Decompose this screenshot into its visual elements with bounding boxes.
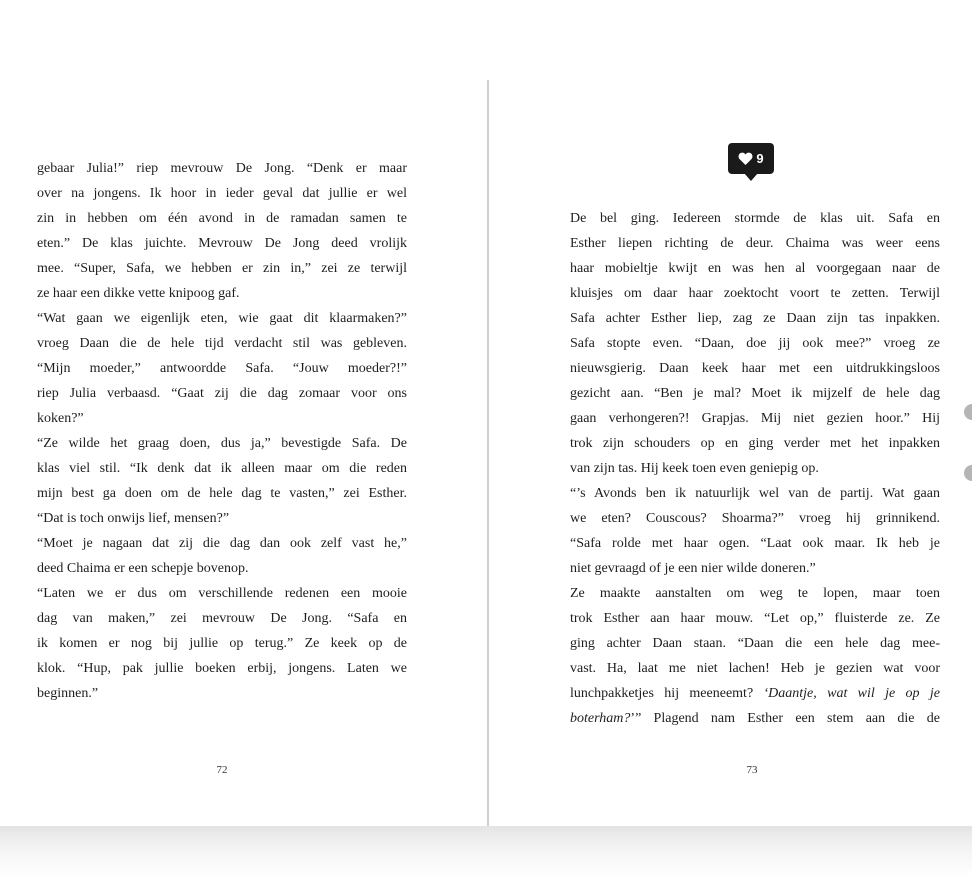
text-line: klok. “Hup, pak jullie boeken erbij, jongens. Laten we [37,661,407,676]
text-line: riep Julia verbaasd. “Gaat zij die dag zomaar voor ons [37,386,407,401]
page-number-right: 73 [746,764,758,776]
text-line: vroeg Daan die de hele tijd verdacht stil was gebleven. [37,336,407,351]
right-page-text [570,206,940,731]
text-line: Safa stopte even. “Daan, doe jij ook mee?” vroeg ze [570,336,940,351]
text-line: Safa achter Esther liep, zag ze Daan zijn tas inpakken. [570,311,940,326]
left-page-text [37,156,407,706]
text-line: dag van maken,” zei mevrouw De Jong. “Safa en [37,611,407,626]
text-line: ik komen er nog bij jullie op terug.” Ze keek op de [37,636,407,651]
text-line: “Laten we er dus om verschillende redenen een mooie [37,586,407,601]
text-line: ze haar een dikke vette knipoog gaf. [37,286,240,301]
text-line: beginnen.” [37,686,99,701]
text-line: gebaar Julia!” riep mevrouw De Jong. “Denk er maar [37,161,407,176]
page-number-left: 72 [216,764,228,776]
text-line: lunchpakketjes hij meeneemt? ‘Daantje, wat wil je op je [570,686,940,701]
like-badge[interactable] [728,143,774,174]
text-line: “Wat gaan we eigenlijk eten, wie gaat dit klaarmaken?” [37,311,407,326]
text-line: “Safa rolde met haar ogen. “Laat ook maar. Ik heb je [570,536,940,551]
text-line: we eten? Couscous? Shoarma?” vroeg hij grinnikend. [570,511,940,526]
text-line: zin in hebben om één avond in de ramadan samen te [37,211,407,226]
text-line: eten.” De klas juichte. Mevrouw De Jong deed vrolijk [37,236,407,251]
text-line: kluisjes om daar haar zoektocht voort te zetten. Terwijl [570,286,940,301]
text-line: De bel ging. Iedereen stormde de klas uit. Safa en [570,211,940,226]
text-line: gaan verhongeren?! Grapjas. Mij niet gezien hoor.” Hij [570,411,940,426]
edge-tab[interactable] [964,404,972,420]
text-line: niet gevraagd of je een nier wilde doneren.” [570,561,816,576]
italic-quote: boterham? [570,711,631,726]
heart-icon [738,152,753,165]
text-line: “Ze wilde het graag doen, dus ja,” bevestigde Safa. De [37,436,407,451]
text-line: over na jongens. Ik hoor in ieder geval dat jullie er wel [37,186,407,201]
text-line: Esther liepen richting de deur. Chaima was weer eens [570,236,940,251]
text-line: klas viel stil. “Ik denk dat ik alleen maar om die reden [37,461,407,476]
text-line: trok zijn schouders op en ging verder met het inpakken [570,436,940,451]
italic-quote: ‘Daantje, wat wil je op je [763,686,940,701]
text-line: mee. “Super, Safa, we hebben er zin in,” zei ze terwijl [37,261,407,276]
text-line: gezicht aan. “Ben je mal? Moet ik mijzelf de hele dag [570,386,940,401]
text-line: “Dat is toch onwijs lief, mensen?” [37,511,230,526]
text-line: ging achter Daan staan. “Daan die een hele dag mee- [570,636,940,651]
book-spine [487,80,489,826]
text-line: “Moet je nagaan dat zij die dag dan ook zelf vast he,” [37,536,407,551]
text-line: Ze maakte aanstalten om weg te lopen, maar toen [570,586,940,601]
text-line: van zijn tas. Hij keek toen even geniepig op. [570,461,819,476]
text-line: nieuwsgierig. Daan keek haar met een uitdrukkingsloos [570,361,940,376]
text-line: trok Esther aan haar mouw. “Let op,” fluisterde ze. Ze [570,611,940,626]
text-line: deed Chaima er een schepje bovenop. [37,561,249,576]
text-line: vast. Ha, laat me niet lachen! Heb je gezien wat voor [570,661,940,676]
text-line: haar mobieltje kwijt en was hen al voorgegaan naar de [570,261,940,276]
text-line: mijn best ga doen om de hele dag te vasten,” zei Esther. [37,486,407,501]
text-line: “Mijn moeder,” antwoordde Safa. “Jouw moeder?!” [37,361,407,376]
text-line: koken?” [37,411,84,426]
text-line: “’s Avonds ben ik natuurlijk wel van de partij. Wat gaan [570,486,940,501]
edge-tab[interactable] [964,465,972,481]
book-shadow [0,826,972,877]
text-line: boterham?’” Plagend nam Esther een stem aan die de [570,711,940,726]
like-count: 9 [756,151,764,166]
